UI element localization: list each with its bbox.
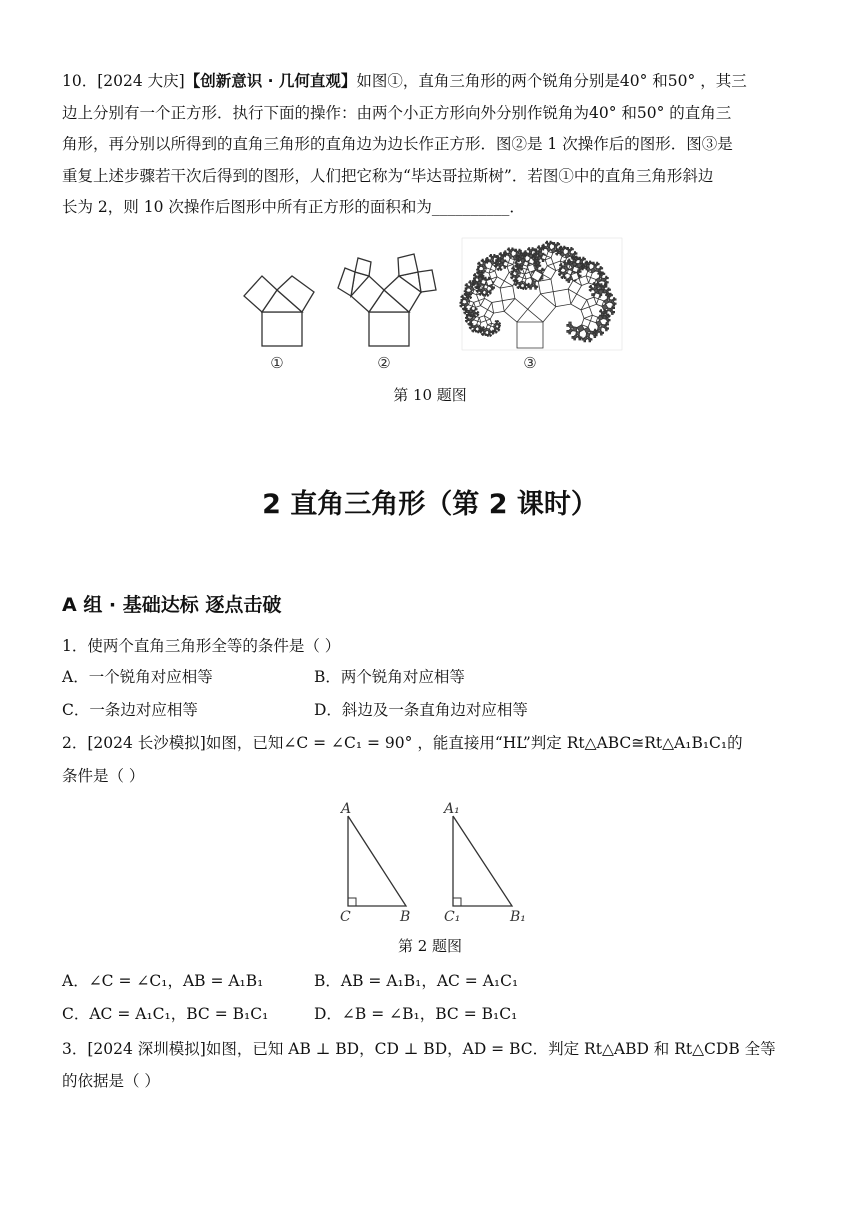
tree-square — [538, 246, 539, 247]
tree-square — [573, 327, 578, 332]
tree-square — [560, 246, 561, 247]
fig3-label: ③ — [523, 354, 537, 372]
tree-square — [586, 333, 590, 337]
label-b1: B₁ — [510, 909, 526, 925]
tree-square — [483, 330, 484, 331]
pythagoras-figure-2 — [338, 254, 436, 346]
tree-square — [566, 279, 568, 281]
tree-square — [515, 265, 516, 266]
q1-option-d[interactable]: D．斜边及一条直角边对应相等 — [314, 701, 528, 719]
q10-caption: 第 10 题图 — [393, 386, 467, 404]
tree-square — [461, 299, 462, 300]
q2-option-b[interactable]: B．AB = A₁B₁，AC = A₁C₁ — [314, 972, 519, 990]
tree-square — [594, 293, 600, 299]
q2-option-a[interactable]: A．∠C = ∠C₁，AB = A₁B₁ — [62, 972, 264, 990]
tree-square — [511, 277, 512, 278]
tree-square — [599, 272, 600, 273]
label-c1: C₁ — [444, 909, 461, 925]
q10-line5: 长为 2，则 10 次操作后图形中所有正方形的面积和为__________． — [62, 198, 525, 216]
tree-square — [487, 295, 488, 296]
tree-square — [606, 293, 607, 294]
tree-square — [477, 315, 478, 316]
tree-square — [521, 269, 522, 270]
tree-square — [547, 251, 553, 257]
tree-square — [559, 274, 560, 275]
tree-square — [478, 266, 479, 267]
q10-line4: 重复上述步骤若干次后得到的图形，人们把它称为“毕达哥拉斯树”．若图①中的直角三角形斜边 — [62, 166, 714, 185]
question-10 — [62, 66, 802, 224]
tree-square — [508, 248, 509, 249]
tree-square — [615, 299, 616, 300]
tree-square — [528, 287, 529, 288]
tree-square — [472, 330, 473, 331]
q3-stem-line2: 的依据是（ ） — [62, 1072, 160, 1090]
tree-square — [554, 242, 555, 243]
tree-square — [580, 271, 581, 272]
tree-square — [466, 315, 467, 316]
tree-square — [476, 291, 477, 292]
tree-square — [486, 319, 492, 325]
tree-square — [592, 294, 594, 296]
tree-square — [493, 331, 494, 332]
tree-square — [497, 256, 498, 257]
tree-square — [473, 278, 474, 279]
tree-square — [517, 281, 518, 282]
tree-square — [486, 262, 487, 263]
tree-square — [496, 321, 497, 322]
tree-square — [569, 259, 570, 260]
tree-square — [556, 253, 557, 254]
fig1-label: ① — [270, 354, 284, 372]
tree-square — [486, 279, 493, 286]
tree-square — [542, 248, 543, 249]
tree-square — [539, 263, 540, 264]
tree-square — [493, 334, 494, 335]
tree-square — [572, 266, 578, 272]
tree-square — [534, 253, 535, 254]
tree-square — [589, 290, 590, 291]
tree-square — [564, 278, 565, 279]
tree-square — [479, 294, 480, 295]
tree-square — [603, 273, 604, 274]
tree-square — [490, 336, 491, 337]
tree-square — [529, 248, 530, 249]
tree-square — [500, 253, 501, 254]
tree-square — [462, 308, 463, 309]
section-title: 2 直角三角形（第 2 课时） — [262, 489, 598, 520]
tree-square — [499, 327, 500, 328]
tree-square — [607, 324, 608, 325]
tree-square — [491, 291, 492, 292]
tree-square — [533, 259, 534, 260]
q1-option-a[interactable]: A．一个锐角对应相等 — [62, 668, 213, 686]
tree-square — [508, 258, 514, 264]
tree-square — [557, 249, 558, 250]
group-title: A 组 · 基础达标 逐点击破 — [62, 594, 282, 616]
tree-square — [542, 260, 544, 262]
tree-square — [598, 263, 599, 264]
tree-square — [469, 327, 470, 328]
tree-square — [539, 265, 540, 266]
tree-square — [460, 305, 461, 306]
tree-square — [497, 269, 498, 270]
tree-square — [498, 321, 499, 322]
tree-square — [517, 255, 518, 256]
tree-square — [492, 301, 504, 313]
q2-stem-line2: 条件是（ ） — [62, 767, 145, 785]
label-a: A — [341, 801, 352, 817]
label-b: B — [400, 909, 411, 925]
tree-square — [485, 277, 486, 278]
q2-figure — [0, 795, 860, 925]
tree-square — [526, 289, 527, 290]
tree-square — [513, 280, 514, 281]
tree-square — [482, 295, 483, 296]
tree-square — [598, 327, 602, 331]
tree-square — [521, 288, 522, 289]
tree-square — [515, 249, 516, 250]
tree-square — [564, 261, 565, 262]
tree-square — [462, 295, 463, 296]
tree-square — [560, 268, 561, 269]
tree-square — [525, 251, 526, 252]
tree-square — [594, 282, 595, 283]
tree-square — [475, 317, 476, 318]
tree-square — [613, 307, 614, 308]
tree-square — [582, 264, 583, 265]
tree-square — [589, 340, 591, 342]
tree-square — [569, 322, 571, 324]
tree-square — [505, 251, 506, 252]
tree-square — [576, 253, 577, 254]
tree-square — [478, 288, 479, 289]
tree-square — [475, 331, 476, 332]
tree-square — [474, 301, 481, 308]
fig2-label: ② — [377, 354, 391, 372]
triangle-abc — [348, 816, 406, 906]
tree-square — [601, 334, 603, 336]
tree-square — [470, 298, 471, 299]
triangle-a1b1c1 — [453, 816, 512, 906]
tree-square — [500, 323, 501, 324]
tree-square — [470, 316, 471, 317]
tree-square — [498, 330, 499, 331]
tree-square — [490, 293, 491, 294]
tree-square — [553, 289, 571, 307]
tree-square — [484, 327, 485, 328]
q10-line3: 角形，再分别以所得到的直角三角形的直角边为边长作正方形．图②是 1 次操作后的图形．图③是 — [62, 135, 733, 153]
tree-square — [579, 257, 580, 258]
tree-square — [558, 244, 559, 245]
tree-square — [594, 336, 596, 338]
tree-square — [535, 249, 536, 250]
tree-square — [482, 334, 483, 335]
tree-square — [535, 262, 536, 263]
tree-square — [465, 320, 466, 321]
tree-square — [513, 267, 514, 268]
tree-square — [517, 268, 518, 269]
tree-square — [504, 255, 505, 256]
tree-square — [490, 254, 491, 255]
tree-square — [500, 286, 515, 301]
tree-square — [543, 244, 544, 245]
tree-square — [495, 266, 496, 267]
tree-square — [464, 312, 465, 313]
tree-square — [471, 324, 472, 325]
tree-square — [524, 255, 525, 256]
tree-square — [567, 330, 569, 332]
q10-tag: 【创新意识 · 几何直观】 — [184, 72, 357, 90]
tree-square — [467, 297, 468, 298]
tree-square — [529, 284, 530, 285]
pythagoras-figure-1 — [244, 276, 314, 346]
tree-square — [492, 288, 494, 290]
q2-option-c[interactable]: C．AC = A₁C₁，BC = B₁C₁ — [62, 1005, 269, 1023]
tree-square — [474, 274, 475, 275]
tree-square — [572, 336, 574, 338]
tree-square — [561, 277, 562, 278]
tree-square — [517, 287, 518, 288]
tree-square — [479, 262, 480, 263]
tree-square — [572, 256, 573, 257]
tree-square — [606, 285, 607, 286]
tree-square — [483, 276, 484, 277]
tree-square — [520, 250, 521, 251]
tree-square — [586, 261, 587, 262]
tree-square — [485, 335, 486, 336]
tree-square — [538, 279, 553, 294]
tree-square — [535, 288, 537, 290]
tree-square — [475, 287, 476, 288]
label-c: C — [340, 909, 351, 925]
tree-square — [477, 272, 478, 273]
tree-square — [584, 258, 585, 259]
tree-square — [612, 313, 614, 315]
tree-square — [601, 268, 602, 269]
tree-square — [482, 259, 483, 260]
q2-stem-line1: 2．[2024 长沙模拟]如图，已知∠C = ∠C₁ = 90° ，能直接用“HL”判定 Rt△ABC≅Rt△A₁B₁C₁的 — [62, 734, 743, 752]
tree-square — [504, 267, 506, 269]
tree-square — [535, 264, 536, 265]
tree-square — [464, 294, 465, 295]
tree-square — [516, 260, 517, 261]
tree-square — [487, 257, 488, 258]
tree-square — [568, 263, 569, 264]
q10-line1: 10．[2024 大庆]【创新意识 · 几何直观】如图①，直角三角形的两个锐角分别是40° 和50° ，其三 — [62, 72, 747, 90]
tree-square — [478, 312, 479, 313]
tree-square — [611, 295, 612, 296]
tree-square — [609, 289, 610, 290]
tree-square — [532, 281, 536, 285]
tree-square — [576, 331, 580, 335]
q10-line2: 边上分别有一个正方形．执行下面的操作：由两个小正方形向外分别作锐角为40° 和50° 的直角三 — [62, 103, 732, 122]
tree-square — [496, 332, 497, 333]
tree-square — [512, 271, 513, 272]
tree-square — [470, 281, 471, 282]
tree-square — [596, 330, 597, 331]
tree-square — [590, 285, 591, 286]
q3-stem-line1: 3．[2024 深圳模拟]如图，已知 AB ⊥ BD，CD ⊥ BD，AD = BC．判定 Rt△ABD 和 Rt△CDB 全等 — [62, 1040, 776, 1058]
label-a1: A₁ — [444, 801, 460, 817]
pythagoras-tree-figure-3 — [460, 238, 622, 350]
tree-square — [466, 284, 467, 285]
tree-square — [586, 271, 592, 277]
tree-square — [601, 284, 602, 285]
tree-square — [572, 249, 573, 250]
tree-square — [472, 284, 473, 285]
tree-square — [542, 278, 543, 279]
tree-square — [520, 252, 521, 253]
tree-square — [465, 288, 466, 289]
tree-square — [480, 332, 481, 333]
q1-option-c[interactable]: C．一条边对应相等 — [62, 701, 198, 719]
tree-square — [501, 270, 502, 271]
tree-square — [567, 247, 568, 248]
tree-square — [479, 275, 480, 276]
tree-square — [593, 262, 594, 263]
q1-option-b[interactable]: B．两个锐角对应相等 — [314, 668, 465, 686]
q2-option-d[interactable]: D．∠B = ∠B₁，BC = B₁C₁ — [314, 1005, 518, 1023]
tree-square — [561, 264, 562, 265]
tree-square — [517, 322, 543, 348]
tree-square — [496, 260, 497, 261]
q1-stem: 1．使两个直角三角形全等的条件是（ ） — [62, 637, 341, 655]
q10-figure — [0, 236, 860, 376]
tree-square — [468, 323, 469, 324]
tree-square — [609, 315, 610, 316]
tree-square — [601, 310, 602, 311]
tree-square — [607, 277, 608, 278]
q2-caption: 第 2 题图 — [397, 937, 463, 955]
tree-square — [581, 268, 582, 269]
tree-square — [546, 241, 547, 242]
tree-square — [605, 311, 606, 312]
tree-square — [515, 284, 516, 285]
tree-square — [579, 338, 581, 340]
tree-square — [466, 309, 467, 310]
tree-square — [606, 329, 608, 331]
tree-square — [476, 309, 477, 310]
